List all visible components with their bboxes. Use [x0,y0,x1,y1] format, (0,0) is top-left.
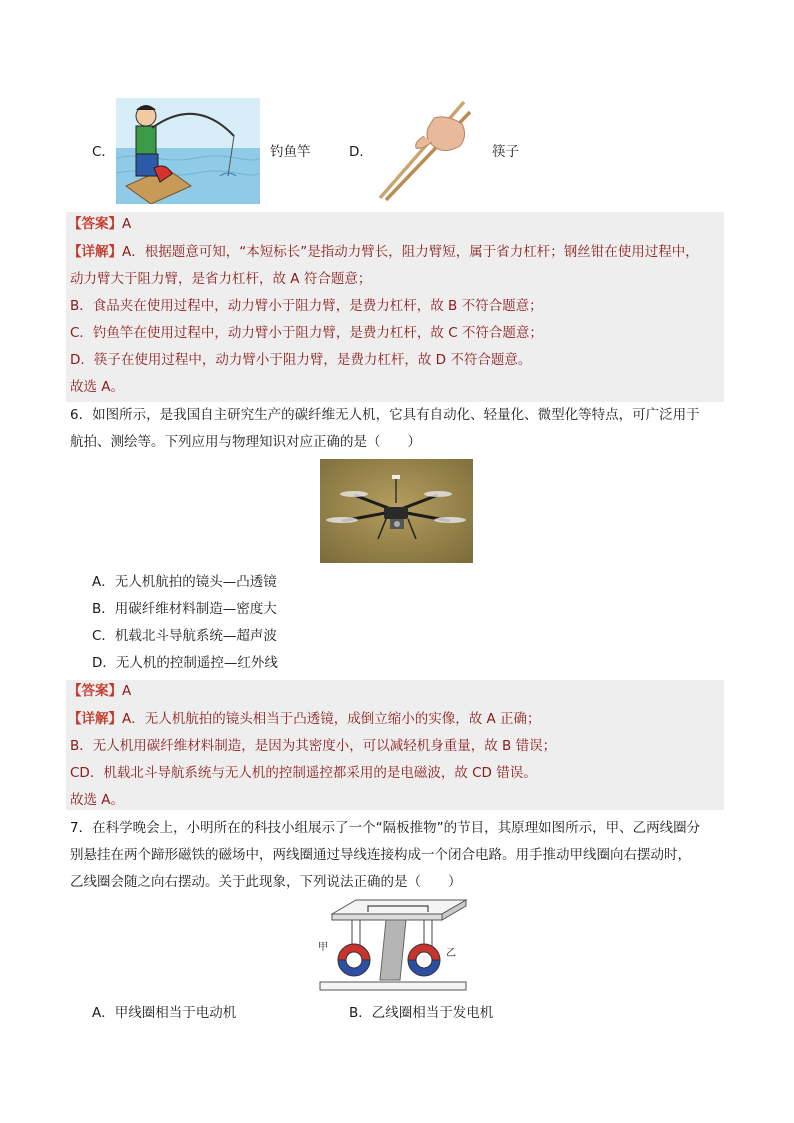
q6-option-c: C．机载北斗导航系统—超声波 [92,628,277,644]
q6-stem-line1: 6．如图所示，是我国自主研究生产的碳纤维无人机，它具有自动化、轻量化、微型化等特点，可广泛用于 [70,407,700,423]
q5-detail-line1: 【详解】A．根据题意可知，“本短标长”是指动力臂长，阻力臂短，属于省力杠杆；钢丝钳在使用过程中， [68,244,699,260]
fishing-rod-image [116,98,260,204]
label-yi: 乙 [446,948,456,959]
q6-option-b: B．用碳纤维材料制造—密度大 [92,601,277,617]
q5-detail-b: B．食品夹在使用过程中，动力臂小于阻力臂，是费力杠杆，故 B 不符合题意； [70,298,543,314]
detail-tag: 【详解】 [68,244,122,260]
q6-stem-line2: 航拍、测绘等。下列应用与物理知识对应正确的是（ ） [70,434,421,450]
chopsticks-image [376,96,476,202]
q7-stem-line2: 别悬挂在两个蹄形磁铁的磁场中，两线圈通过导线连接构成一个闭合电路。用手推动甲线圈向右摆动时， [70,847,691,863]
q7-stem-line1: 7．在科学晚会上，小明所在的科技小组展示了一个“隔板推物”的节目，其原理如图所示，甲、乙两线圈分 [70,820,701,836]
q6-answer-line [68,681,131,701]
q6-option-a: A．无人机航拍的镜头—凸透镜 [92,574,277,590]
q6-option-d: D．无人机的控制遥控—红外线 [92,655,278,671]
q5-detail-c: C．钓鱼竿在使用过程中，动力臂小于阻力臂，是费力杠杆，故 C 不符合题意； [70,325,543,341]
q5-answer-line [68,214,131,234]
q5-detail-line2: 动力臂大于阻力臂，是省力杠杆，故 A 符合题意； [70,271,372,287]
q6-conclusion: 故选 A。 [70,792,125,808]
option-c-label: 钓鱼竿 [270,144,311,160]
answer-tag: 【答案】 [68,216,122,232]
label-jia: 甲 [318,942,328,953]
q6-detail-line3: CD．机载北斗导航系统与无人机的控制遥控都采用的是电磁波，故 CD 错误。 [70,765,537,781]
q7-option-b: B．乙线圈相当于发电机 [349,1005,494,1021]
q6-detail-line2: B．无人机用碳纤维材料制造，是因为其密度小，可以减轻机身重量，故 B 错误； [70,738,557,754]
q7-option-a: A．甲线圈相当于电动机 [92,1005,237,1021]
q7-stem-line3: 乙线圈会随之向右摆动。关于此现象，下列说法正确的是（ ） [70,874,462,890]
answer-tag: 【答案】 [68,683,122,699]
option-d-label: 筷子 [492,144,519,160]
drone-image [320,459,473,563]
q5-detail-d: D．筷子在使用过程中，动力臂小于阻力臂，是费力杠杆，故 D 不符合题意。 [70,352,532,368]
q6-detail-line1: 【详解】A．无人机航拍的镜头相当于凸透镜，成倒立缩小的实像，故 A 正确； [68,711,541,727]
answer-value: A [122,216,132,232]
detail-tag: 【详解】 [68,711,122,727]
option-c-letter: C． [92,144,115,160]
answer-value: A [122,683,132,699]
option-d-letter: D． [349,144,373,160]
q5-conclusion: 故选 A。 [70,379,125,395]
